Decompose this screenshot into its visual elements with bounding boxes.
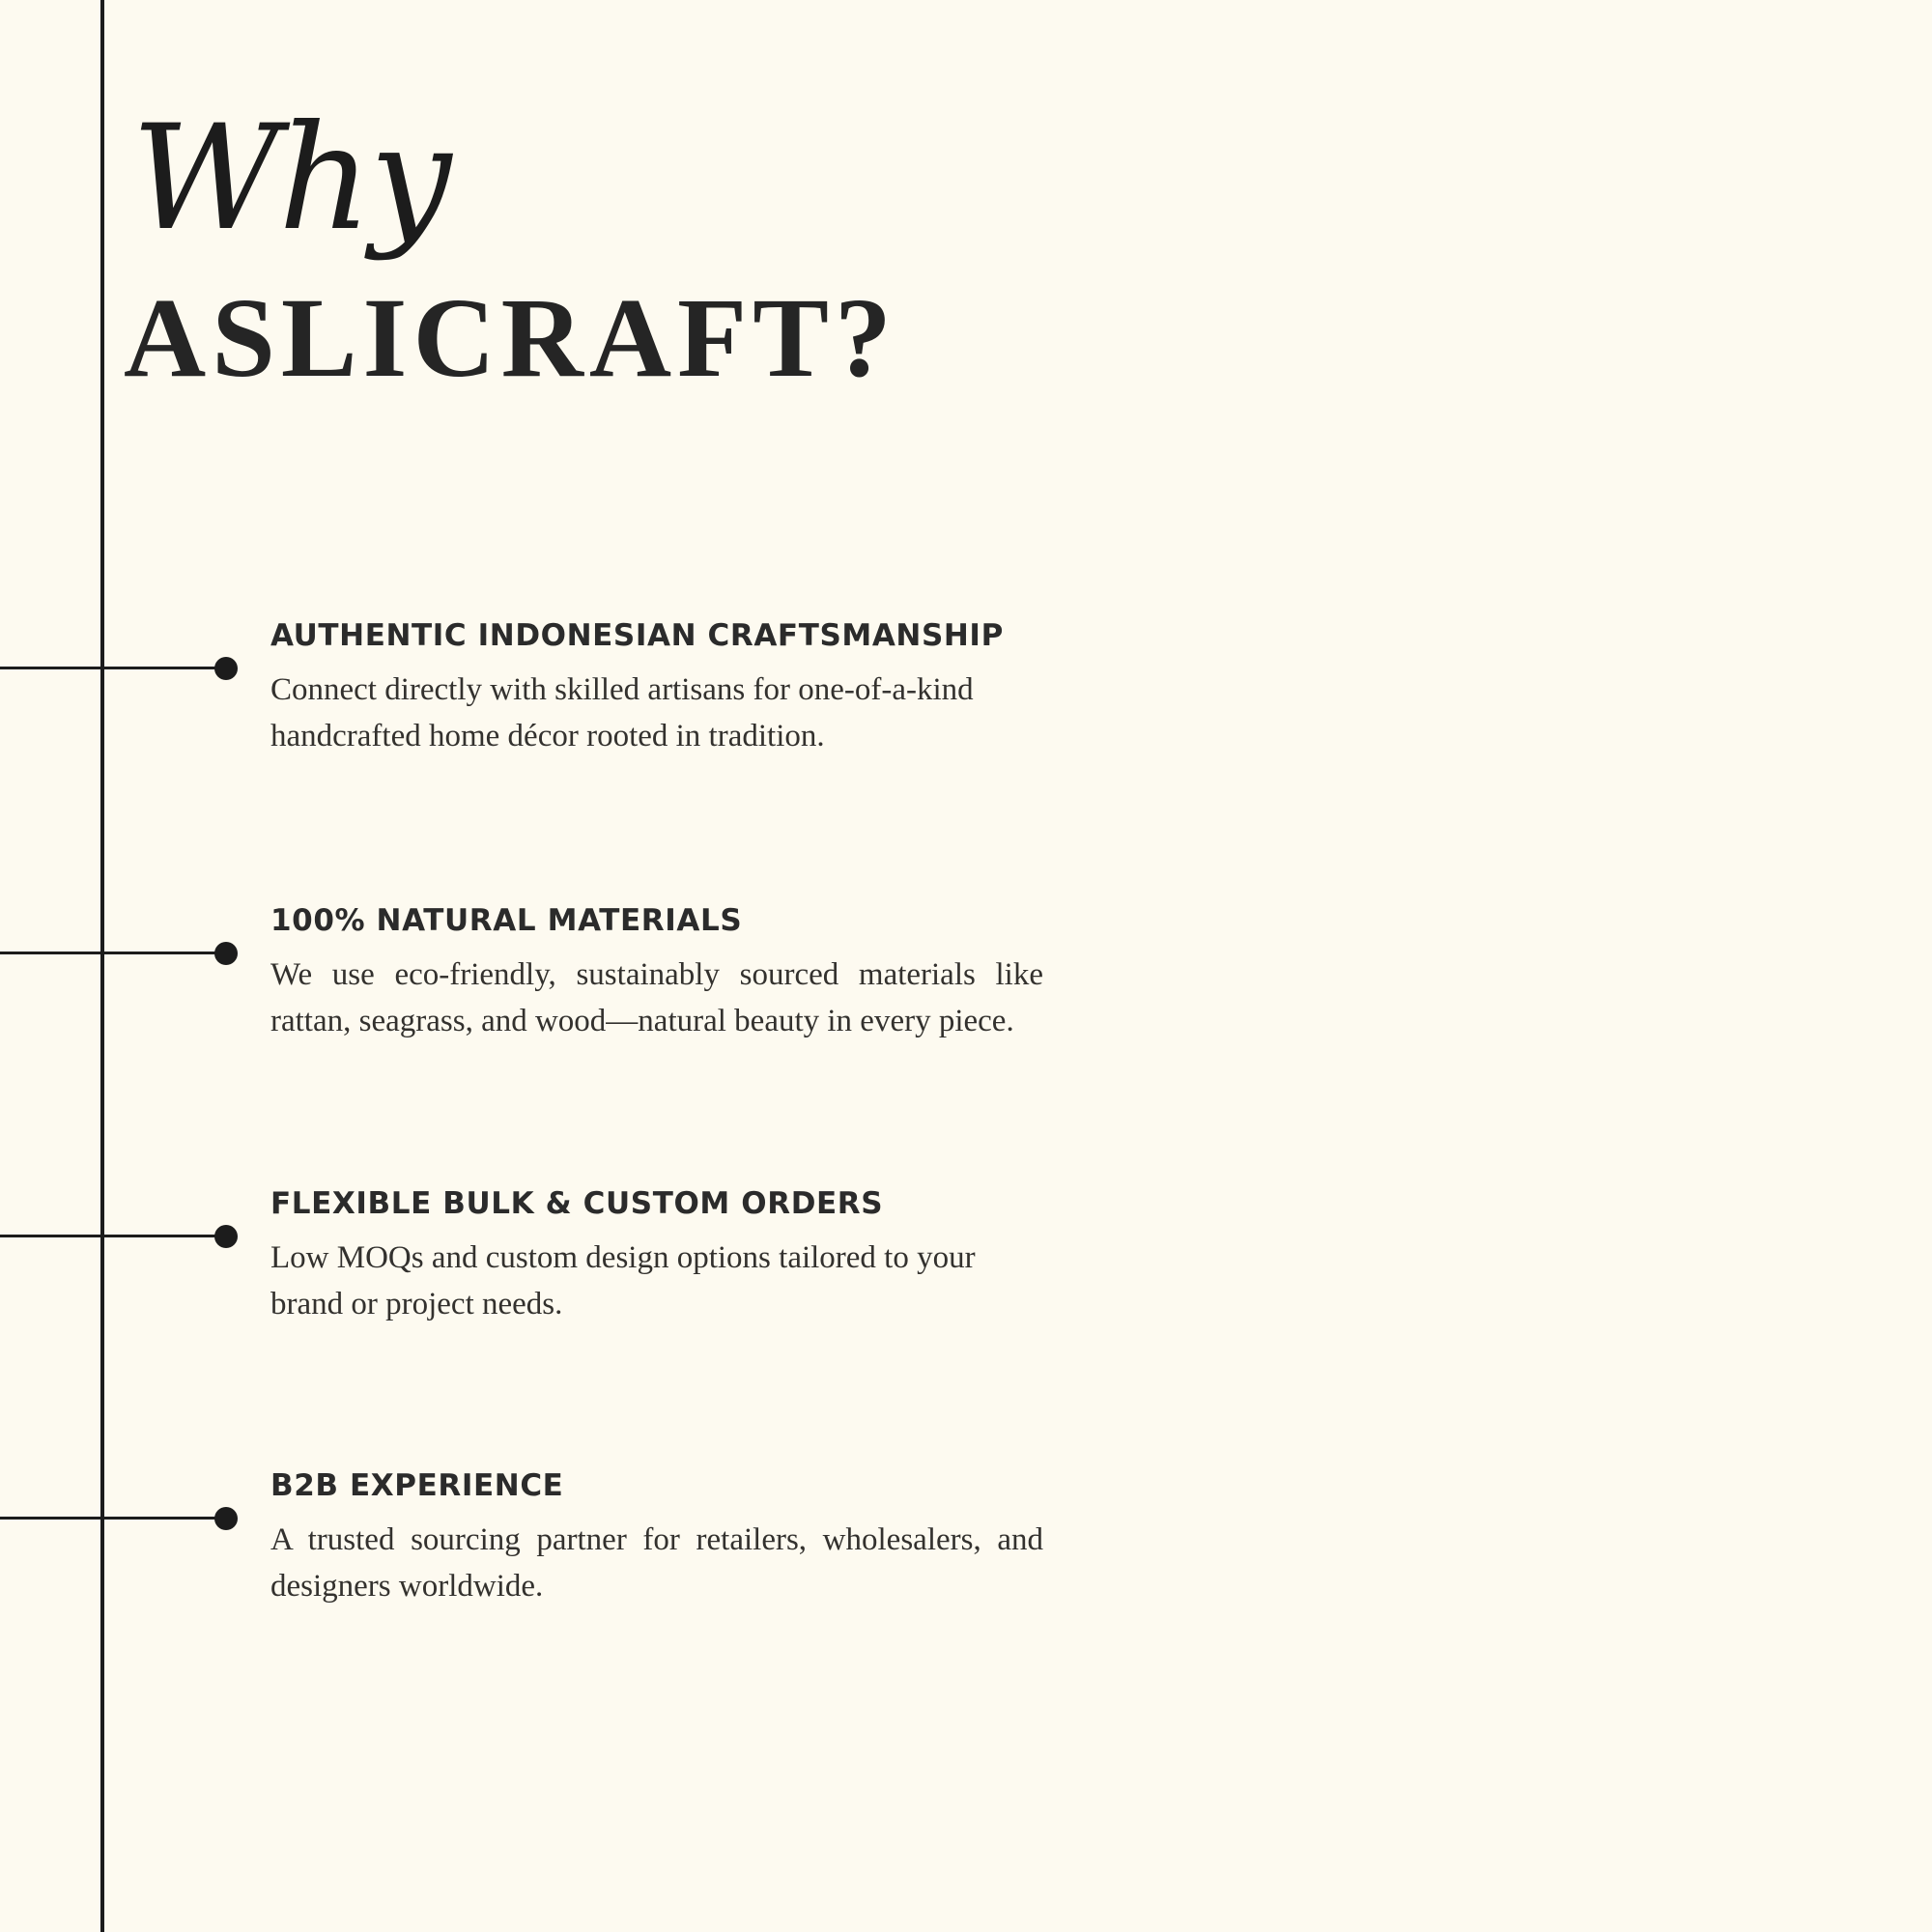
list-item-title: 100% NATURAL MATERIALS bbox=[270, 903, 743, 938]
heading-script-word: Why bbox=[131, 95, 450, 263]
list-item-content bbox=[270, 1186, 1043, 1328]
connector-line bbox=[0, 1517, 228, 1520]
list-item-description: Connect directly with skilled artisans for one-of-a-kind handcrafted home décor rooted in tradition. bbox=[270, 672, 974, 754]
list-item-content bbox=[270, 618, 1043, 760]
bullet-dot-icon bbox=[214, 942, 238, 965]
bullet-dot-icon bbox=[214, 657, 238, 680]
bullet-dot-icon bbox=[214, 1507, 238, 1530]
list-item-title: B2B EXPERIENCE bbox=[270, 1468, 564, 1503]
connector-line bbox=[0, 667, 228, 669]
bullet-dot-icon bbox=[214, 1225, 238, 1248]
connector-line bbox=[0, 1235, 228, 1237]
list-item-title: FLEXIBLE BULK & CUSTOM ORDERS bbox=[270, 1186, 884, 1221]
vertical-rule bbox=[100, 0, 104, 1932]
list-item-description: Low MOQs and custom design options tailored to your brand or project needs. bbox=[270, 1240, 976, 1322]
list-item-title: AUTHENTIC INDONESIAN CRAFTSMANSHIP bbox=[270, 618, 1004, 653]
connector-line bbox=[0, 952, 228, 954]
heading-main-word: ASLICRAFT? bbox=[124, 274, 897, 401]
page-title bbox=[124, 95, 1283, 401]
list-item-description: A trusted sourcing partner for retailers, wholesalers, and designers worldwide. bbox=[270, 1522, 1043, 1605]
list-item-content bbox=[270, 1468, 1043, 1610]
list-item-description: We use eco-friendly, sustainably sourced materials like rattan, seagrass, and wood—natural beauty in every piece. bbox=[270, 957, 1043, 1039]
list-item-content bbox=[270, 903, 1043, 1045]
